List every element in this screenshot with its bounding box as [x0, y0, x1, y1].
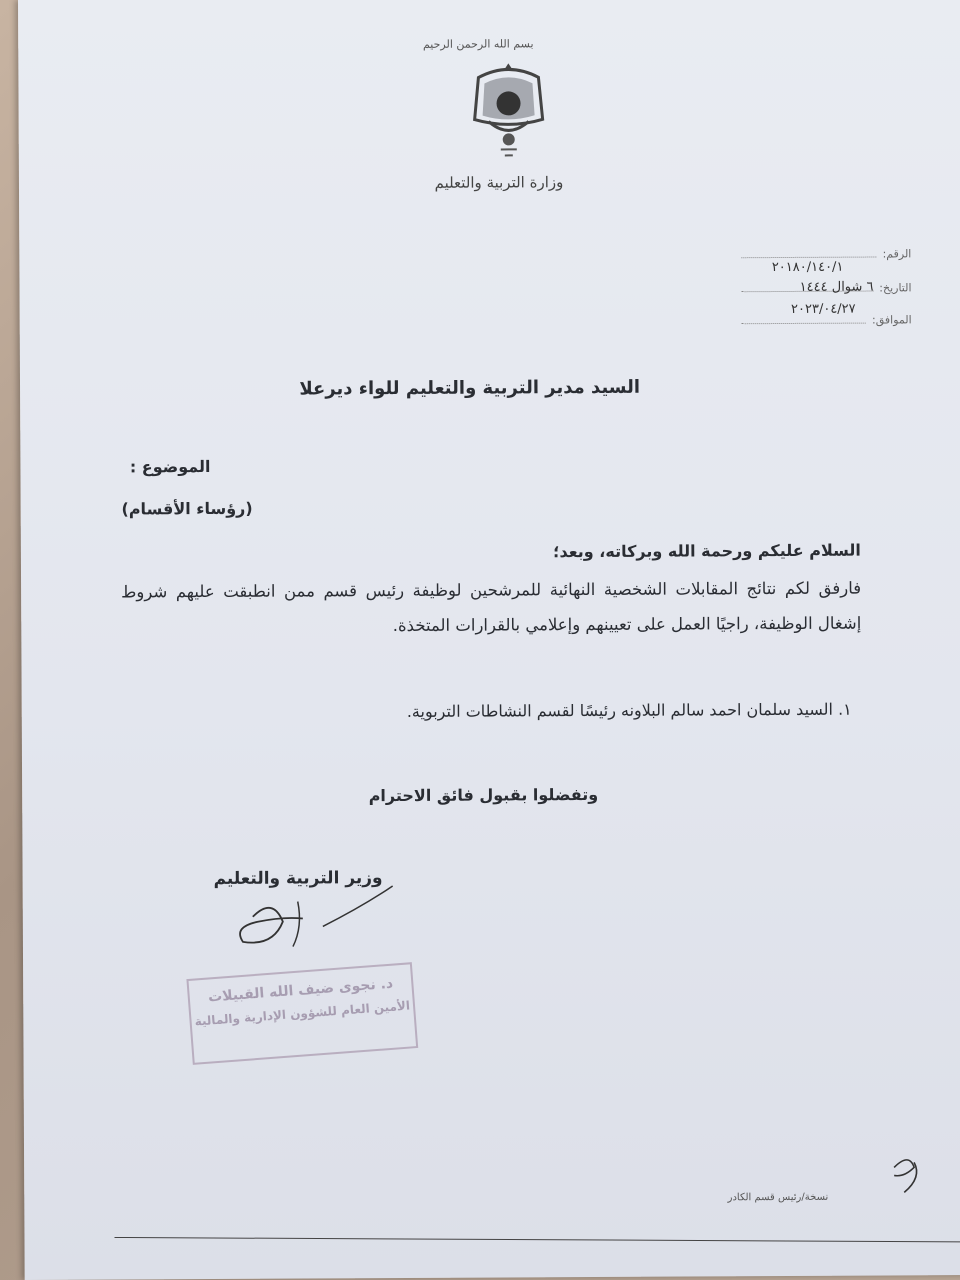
signatory-title: وزير التربية والتعليم [213, 868, 383, 889]
stamp-title: الأمين العام للشؤون الإدارية والمالية [194, 998, 411, 1029]
subject-value: (رؤساء الأقسام) [121, 498, 253, 519]
letter-page [18, 0, 960, 1280]
ref-gregorian-value: ٢٠٢٣/٠٤/٢٧ [790, 301, 856, 317]
letter-body: فارفق لكم نتائج المقابلات الشخصية النهائية للمرشحين لوظيفة رئيس قسم ممن انطبقت عليهم شروط إشغال الوظيفة، راجيًا العمل على تعيينهم وإعلامي بالقرارات المتخذة. [121, 578, 862, 636]
bottom-rule [115, 1237, 960, 1243]
signature [213, 876, 413, 957]
ref-gregorian-label: الموافق: [871, 313, 912, 327]
ref-hijri-label: التاريخ: [879, 281, 912, 295]
letter-closing: وتفضلوا بقبول فائق الاحترام [368, 784, 599, 806]
letter-addressee: السيد مدير التربية والتعليم للواء ديرعلا [299, 376, 641, 400]
subject-label: الموضوع : [129, 456, 211, 477]
initials-mark [884, 1147, 934, 1197]
letter-greeting: السلام عليكم ورحمة الله وبركاته، وبعد؛ [553, 540, 861, 562]
ref-hijri-value: ٦ شوال ١٤٤٤ [799, 279, 874, 295]
basmala: بسم الله الرحمن الرحيم [422, 37, 534, 51]
stamp-name: د. نجوى ضيف الله القبيلات [207, 975, 394, 1006]
ministry-name: وزارة التربية والتعليم [434, 173, 564, 192]
coat-of-arms-icon [458, 59, 559, 170]
list-item: ١. السيد سلمان احمد سالم البلاونه رئيسًا لقسم النشاطات التربوية. [406, 699, 852, 721]
official-stamp [186, 962, 418, 1065]
ref-number-value: ٢٠١٨٠/١٤٠/١ [771, 259, 844, 276]
copy-to-note: نسخة/رئيس قسم الكادر [727, 1191, 829, 1204]
ref-number-label: الرقم: [882, 247, 912, 261]
